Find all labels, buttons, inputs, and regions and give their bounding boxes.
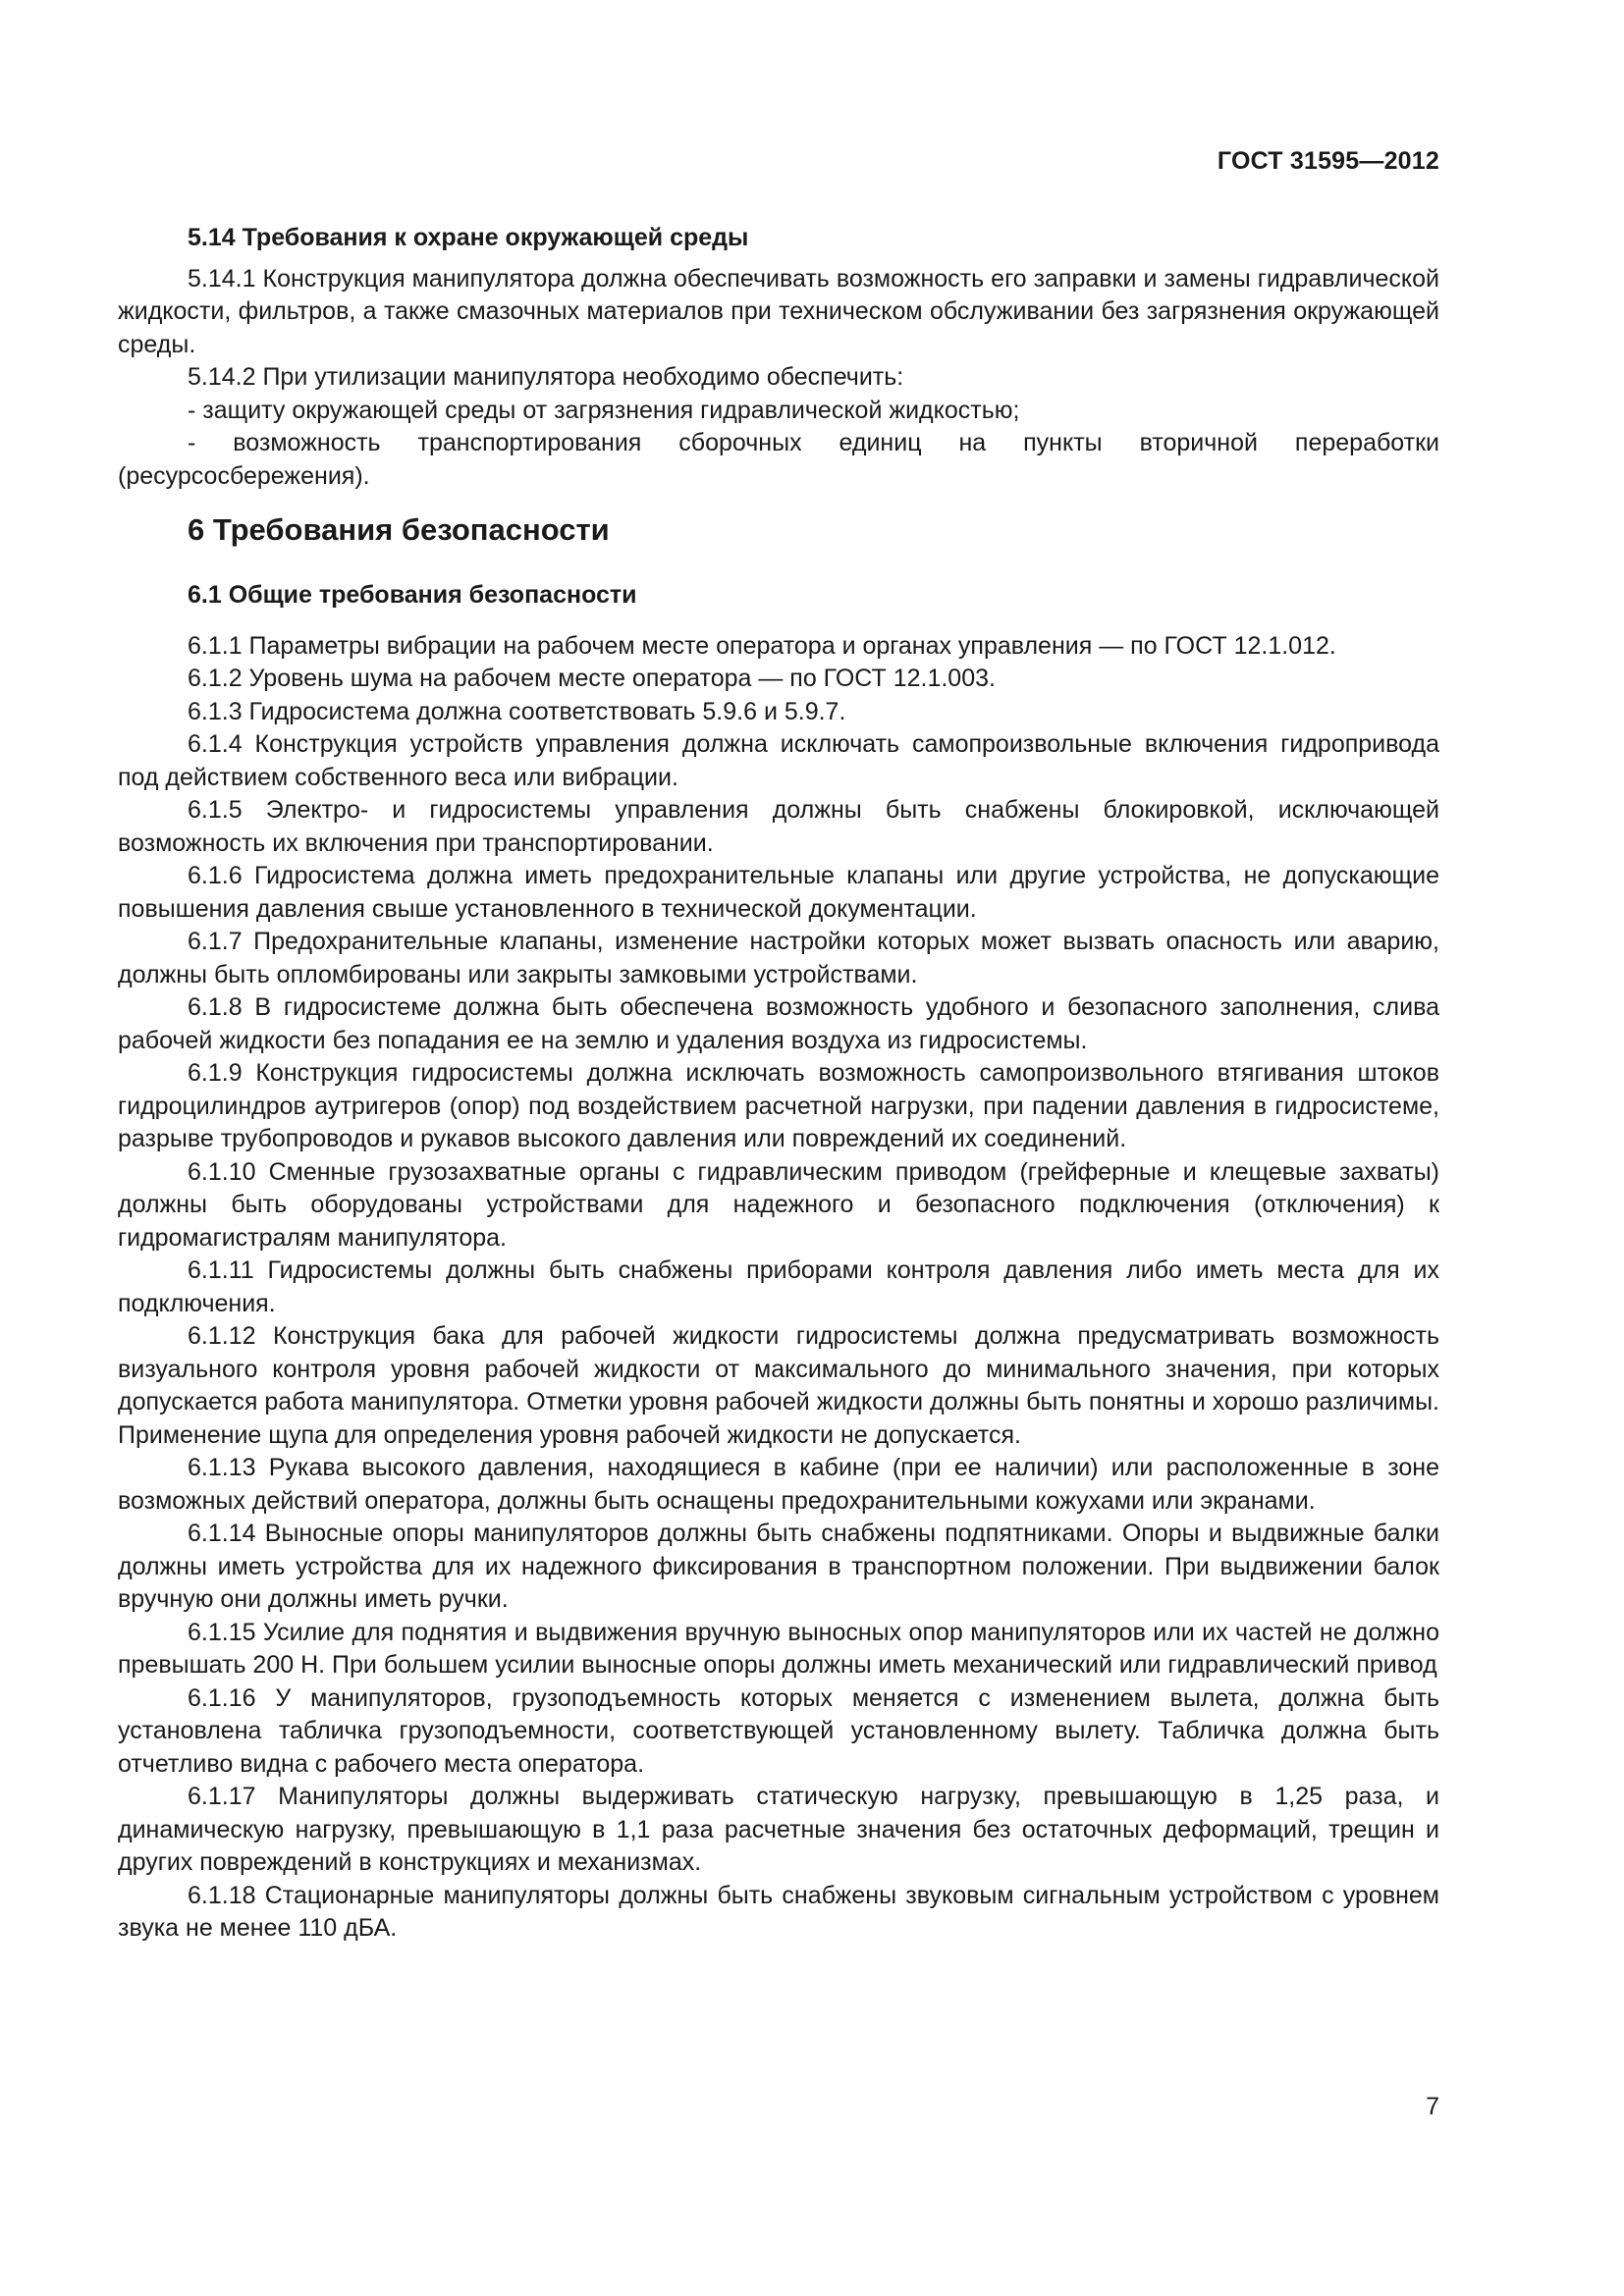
list-item-transport: - возможность транспортирования сборочных единиц на пункты вторичной переработки (ресурсосбережения).	[118, 429, 1439, 490]
paragraph-6-1-6: 6.1.6 Гидросистема должна иметь предохранительные клапаны или другие устройства, не допускающие повышения давления свыше установленного в технической документации.	[118, 862, 1439, 923]
paragraph-6-1-11: 6.1.11 Гидросистемы должны быть снабжены приборами контроля давления либо иметь места для их подключения.	[118, 1256, 1439, 1317]
section-6-title: 6 Требования безопасности	[188, 512, 610, 547]
paragraph-6-1-4: 6.1.4 Конструкция устройств управления должна исключать самопроизвольные включения гидропривода под действием собственного веса или вибрации.	[118, 730, 1439, 791]
section-5-14-heading: 5.14 Требования к охране окружающей среды	[188, 224, 749, 251]
paragraph-6-1-12: 6.1.12 Конструкция бака для рабочей жидкости гидросистемы должна предусматривать возможность визуального контроля уровня рабочей жидкости от максимального до минимального значения, при которых допускается работа манипулятора. Отметки уровня рабочей жидкости должны быть понятны и хорошо различимы. Применение щупа для определения уровня рабочей жидкости не допускается.	[118, 1322, 1439, 1449]
paragraph-6-1-17: 6.1.17 Манипуляторы должны выдерживать статическую нагрузку, превышающую в 1,25 раза, и динамическую нагрузку, превышающую в 1,1 раза расчетные значения без остаточных деформаций, трещин и других повреждений в конструкциях и механизмах.	[118, 1783, 1439, 1876]
paragraph-5-14-2: 5.14.2 При утилизации манипулятора необходимо обеспечить:	[188, 363, 904, 391]
section-6-1-heading: 6.1 Общие требования безопасности	[188, 581, 637, 609]
paragraph-6-1-14: 6.1.14 Выносные опоры манипуляторов должны быть снабжены подпятниками. Опоры и выдвижные балки должны иметь устройства для их надежного фиксирования в транспортном положении. При выдвижении балок вручную они должны иметь ручки.	[118, 1520, 1439, 1613]
paragraph-6-1-2: 6.1.2 Уровень шума на рабочем месте оператора — по ГОСТ 12.1.003.	[188, 665, 996, 692]
paragraph-6-1-15: 6.1.15 Усилие для поднятия и выдвижения вручную выносных опор манипуляторов или их частей не должно превышать 200 Н. При большем усилии выносные опоры должны иметь механический или гидравлический привод	[118, 1618, 1439, 1679]
document-code: ГОСТ 31595—2012	[1217, 147, 1439, 175]
paragraph-6-1-3: 6.1.3 Гидросистема должна соответствовать 5.9.6 и 5.9.7.	[188, 697, 846, 725]
paragraph-6-1-13: 6.1.13 Рукава высокого давления, находящиеся в кабине (при ее наличии) или расположенные в зоне возможных действий оператора, должны быть оснащены предохранительными кожухами или экранами.	[118, 1454, 1439, 1515]
paragraph-6-1-1: 6.1.1 Параметры вибрации на рабочем месте оператора и органах управления — по ГОСТ 12.1.012.	[188, 631, 1336, 660]
document-page	[118, 0, 1439, 2296]
paragraph-6-1-8: 6.1.8 В гидросистеме должна быть обеспечена возможность удобного и безопасного заполнения, слива рабочей жидкости без попадания ее на землю и удаления воздуха из гидросистемы.	[118, 993, 1439, 1054]
page-number: 7	[1426, 2093, 1439, 2120]
document-body	[118, 222, 1439, 1946]
paragraph-6-1-7: 6.1.7 Предохранительные клапаны, изменение настройки которых может вызвать опасность или аварию, должны быть опломбированы или закрыты замковыми устройствами.	[118, 928, 1439, 988]
paragraph-6-1-18: 6.1.18 Стационарные манипуляторы должны быть снабжены звуковым сигнальным устройством с уровнем звука не менее 110 дБА.	[118, 1881, 1439, 1942]
paragraph-6-1-9: 6.1.9 Конструкция гидросистемы должна исключать возможность самопроизвольного втягивания штоков гидроцилиндров аутригеров (опор) под воздействием расчетной нагрузки, при падении давления в гидросистеме, разрыве трубопроводов и рукавов высокого давления или повреждений их соединений.	[118, 1059, 1439, 1152]
paragraph-6-1-10: 6.1.10 Сменные грузозахватные органы с гидравлическим приводом (грейферные и клещевые захваты) должны быть оборудованы устройствами для надежного и безопасного подключения (отключения) к гидромагистралям манипулятора.	[118, 1157, 1439, 1252]
paragraph-5-14-1: 5.14.1 Конструкция манипулятора должна обеспечивать возможность его заправки и замены гидравлической жидкости, фильтров, а также смазочных материалов при техническом обслуживании без загрязнения окружающей среды.	[118, 264, 1439, 358]
paragraph-6-1-5: 6.1.5 Электро- и гидросистемы управления должны быть снабжены блокировкой, исключающей возможность их включения при транспортировании.	[118, 796, 1439, 857]
list-item-protection: - защиту окружающей среды от загрязнения гидравлической жидкостью;	[188, 396, 1020, 424]
paragraph-6-1-16: 6.1.16 У манипуляторов, грузоподъемность которых меняется с изменением вылета, должна быть установлена табличка грузоподъемности, соответствующей установленному вылету. Табличка должна быть отчетливо видна с рабочего места оператора.	[118, 1683, 1439, 1778]
